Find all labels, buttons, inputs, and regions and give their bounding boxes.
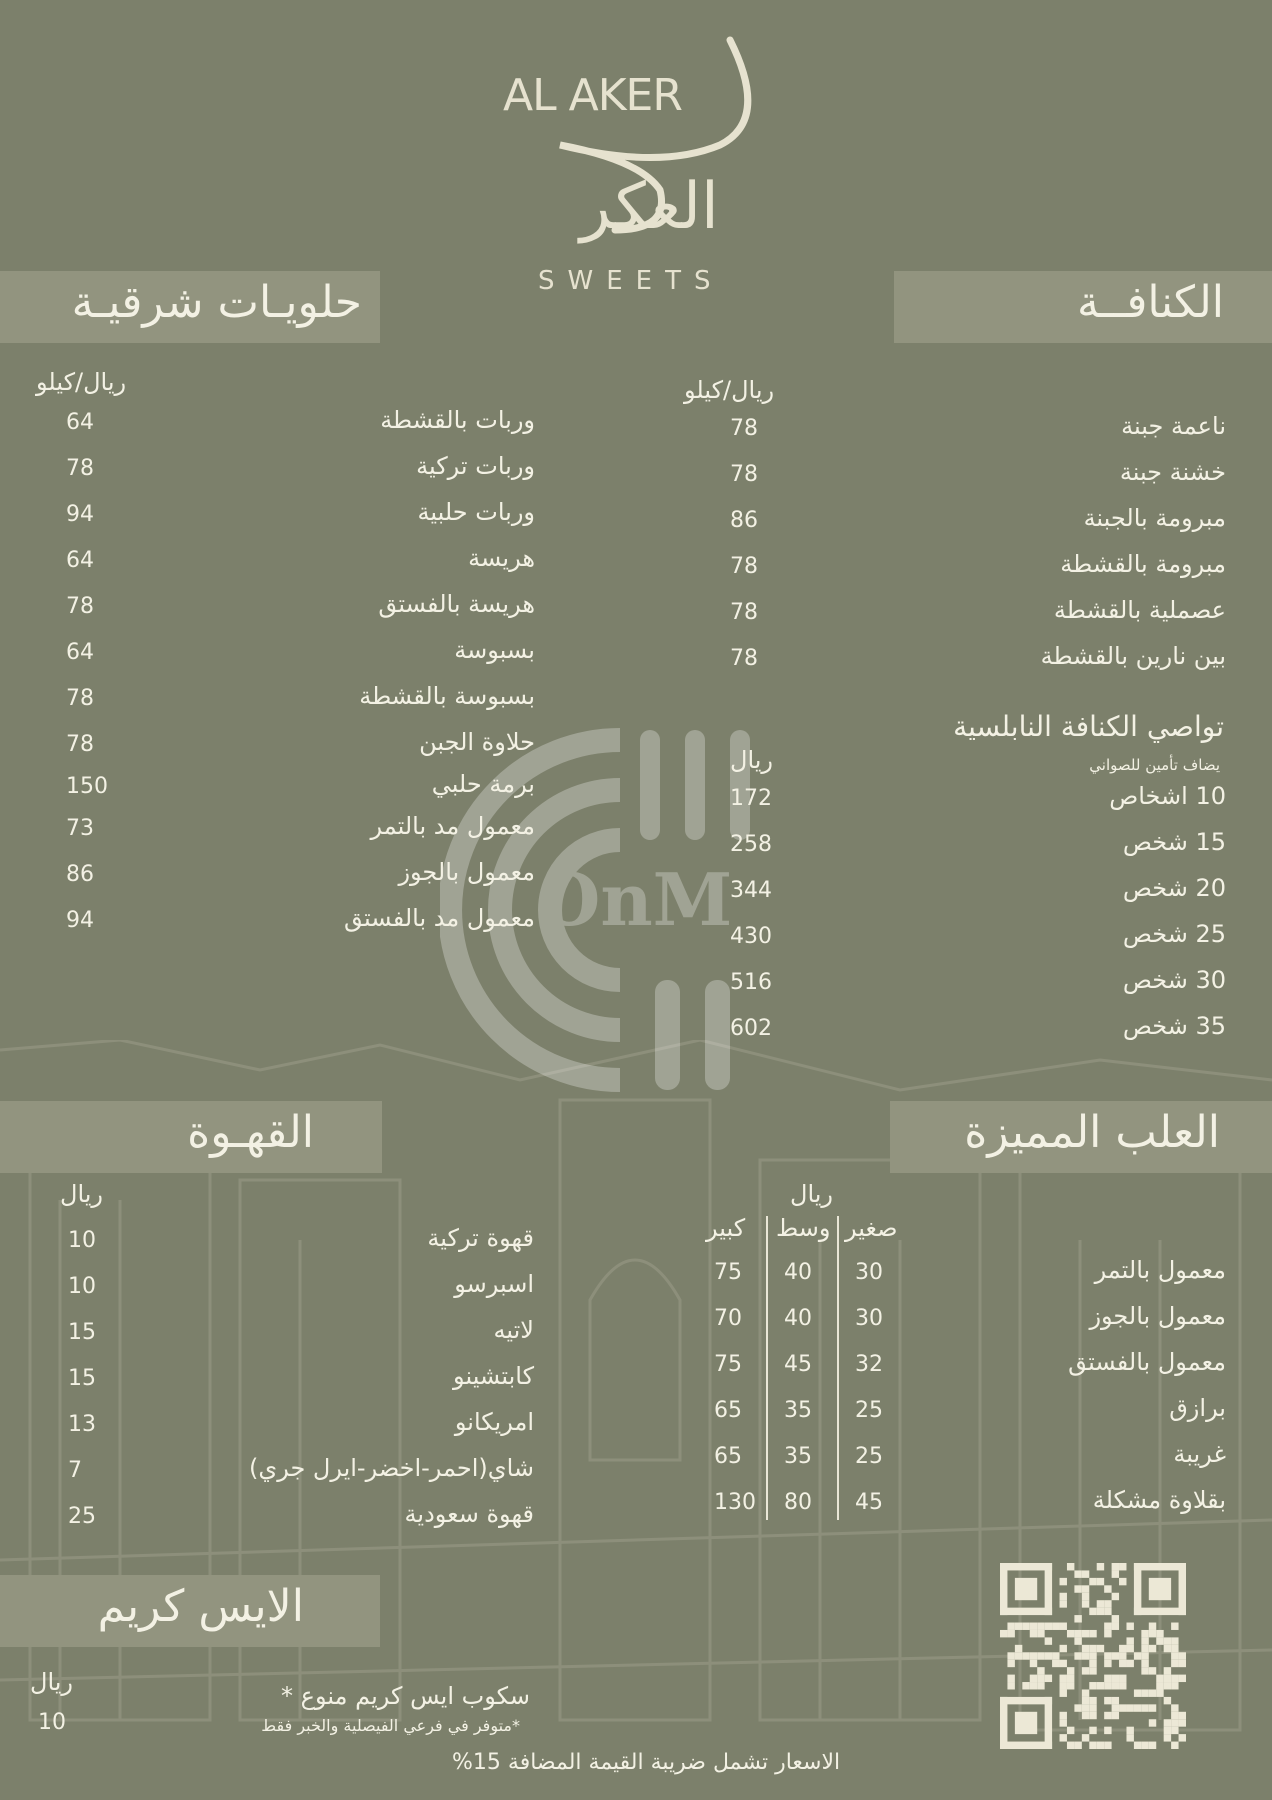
box-price-small: 25: [855, 1444, 883, 1469]
boxes-divider-2: [837, 1216, 839, 1520]
oriental-item-name: معمول بالجوز: [398, 858, 535, 886]
oriental-item-price: 94: [66, 908, 94, 933]
tray-item-name: 25 شخص: [1122, 920, 1226, 948]
oriental-item-price: 150: [66, 774, 108, 799]
oriental-item-name: وربات تركية: [416, 452, 535, 480]
box-price-small: 45: [855, 1490, 883, 1515]
box-price-medium: 40: [784, 1260, 812, 1285]
oriental-item-name: هريسة: [468, 544, 535, 572]
box-price-medium: 40: [784, 1306, 812, 1331]
box-price-small: 30: [855, 1260, 883, 1285]
vat-footer: الاسعار تشمل ضريبة القيمة المضافة 15%: [452, 1750, 841, 1775]
coffee-title: القهـوة: [187, 1107, 314, 1158]
box-price-large: 65: [714, 1398, 742, 1423]
kunafa-item-name: خشنة جبنة: [1119, 458, 1226, 486]
icecream-note: *متوفر في فرعي الفيصلية والخبر فقط: [261, 1716, 520, 1735]
oriental-item-name: وربات حلبية: [417, 498, 535, 526]
kunafa-item-price: 78: [730, 416, 758, 441]
oriental-item-price: 64: [66, 548, 94, 573]
kunafa-item-price: 78: [730, 554, 758, 579]
oriental-item-name: معمول مد بالتمر: [370, 812, 535, 840]
box-price-small: 32: [855, 1352, 883, 1377]
tray-item-price: 516: [730, 970, 772, 995]
oriental-title: حلويـات شرقيـة: [71, 277, 362, 328]
oriental-item-name: هريسة بالفستق: [378, 590, 535, 618]
size-medium-label: وسط: [776, 1214, 831, 1242]
tray-item-price: 258: [730, 832, 772, 857]
oriental-item-price: 78: [66, 686, 94, 711]
box-price-medium: 35: [784, 1398, 812, 1423]
tray-item-name: 30 شخص: [1122, 966, 1226, 994]
tray-item-name: 15 شخص: [1122, 828, 1226, 856]
trays-title: تواصي الكنافة النابلسية: [953, 710, 1224, 743]
oriental-item-price: 94: [66, 502, 94, 527]
size-small-label: صغير: [845, 1214, 898, 1242]
box-price-large: 75: [714, 1352, 742, 1377]
kunafa-item-price: 78: [730, 600, 758, 625]
oriental-item-name: بسبوسة بالقشطة: [359, 682, 535, 710]
icecream-unit: ريال: [30, 1668, 74, 1696]
coffee-item-name: امريكانو: [454, 1408, 534, 1436]
oriental-item-price: 78: [66, 732, 94, 757]
box-price-medium: 80: [784, 1490, 812, 1515]
oriental-header: [0, 271, 380, 343]
brand-arabic-name: العكر: [580, 170, 719, 244]
box-price-small: 30: [855, 1306, 883, 1331]
box-price-medium: 35: [784, 1444, 812, 1469]
icecream-item: سكوب ايس كريم منوع *: [281, 1682, 530, 1710]
coffee-item-price: 25: [68, 1504, 96, 1529]
oriental-item-price: 64: [66, 410, 94, 435]
tray-item-price: 172: [730, 786, 772, 811]
box-price-large: 70: [714, 1306, 742, 1331]
coffee-item-price: 13: [68, 1412, 96, 1437]
coffee-item-name: اسبرسو: [454, 1270, 534, 1298]
kunafa-item-price: 78: [730, 646, 758, 671]
size-large-label: كبير: [706, 1214, 746, 1242]
coffee-header: [0, 1101, 382, 1173]
coffee-item-name: كابتشينو: [453, 1362, 534, 1390]
brand-tagline: SWEETS: [538, 266, 724, 296]
box-item-name: بقلاوة مشكلة: [1092, 1486, 1226, 1514]
coffee-item-name: قهوة تركية: [427, 1224, 534, 1252]
boxes-title: العلب المميزة: [964, 1107, 1220, 1158]
coffee-unit: ريال: [60, 1180, 104, 1208]
kunafa-unit: ريال/كيلو: [684, 376, 775, 404]
tray-item-price: 430: [730, 924, 772, 949]
qr-code[interactable]: [1000, 1563, 1186, 1749]
kunafa-item-name: بين نارين بالقشطة: [1040, 642, 1226, 670]
coffee-item-price: 10: [68, 1274, 96, 1299]
box-item-name: معمول بالتمر: [1094, 1256, 1226, 1284]
coffee-item-name: قهوة سعودية: [404, 1500, 534, 1528]
coffee-item-name: لاتيه: [493, 1316, 534, 1344]
oriental-item-name: برمة حلبي: [431, 770, 535, 798]
oriental-item-name: وربات بالقشطة: [380, 406, 535, 434]
coffee-item-price: 7: [68, 1458, 82, 1483]
kunafa-item-price: 78: [730, 462, 758, 487]
brand-latin-name: AL AKER: [503, 70, 682, 121]
box-price-small: 25: [855, 1398, 883, 1423]
icecream-price: 10: [38, 1710, 66, 1735]
kunafa-title: الكنافــة: [1076, 277, 1224, 328]
oriental-item-price: 86: [66, 862, 94, 887]
boxes-divider-1: [766, 1216, 768, 1520]
tray-item-name: 20 شخص: [1122, 874, 1226, 902]
oriental-item-price: 64: [66, 640, 94, 665]
trays-unit: ريال: [730, 746, 774, 774]
box-price-large: 130: [714, 1490, 756, 1515]
kunafa-item-price: 86: [730, 508, 758, 533]
box-item-name: معمول بالفستق: [1068, 1348, 1226, 1376]
tray-item-name: 35 شخص: [1122, 1012, 1226, 1040]
boxes-header: [890, 1101, 1272, 1173]
tray-item-price: 602: [730, 1016, 772, 1041]
kunafa-header: [894, 271, 1272, 343]
tray-item-price: 344: [730, 878, 772, 903]
oriental-unit: ريال/كيلو: [36, 368, 127, 396]
oriental-item-price: 78: [66, 456, 94, 481]
trays-note: يضاف تأمين للصواني: [1089, 756, 1220, 774]
box-item-name: معمول بالجوز: [1089, 1302, 1226, 1330]
kunafa-item-name: مبرومة بالجبنة: [1083, 504, 1226, 532]
coffee-item-price: 10: [68, 1228, 96, 1253]
oriental-item-price: 73: [66, 816, 94, 841]
oriental-item-name: بسبوسة: [454, 636, 535, 664]
icecream-header: [0, 1575, 380, 1647]
kunafa-item-name: ناعمة جبنة: [1121, 412, 1226, 440]
oriental-item-name: حلاوة الجبن: [419, 728, 535, 756]
coffee-item-price: 15: [68, 1366, 96, 1391]
box-price-large: 65: [714, 1444, 742, 1469]
box-price-medium: 45: [784, 1352, 812, 1377]
coffee-item-name: شاي(احمر-اخضر-ايرل جري): [249, 1454, 534, 1482]
brand-logo: [480, 30, 780, 300]
box-item-name: غريبة: [1173, 1440, 1226, 1468]
icecream-title: الايس كريم: [97, 1581, 304, 1632]
box-price-large: 75: [714, 1260, 742, 1285]
kunafa-item-name: مبرومة بالقشطة: [1060, 550, 1226, 578]
kunafa-item-name: عصملية بالقشطة: [1053, 596, 1226, 624]
oriental-item-name: معمول مد بالفستق: [344, 904, 535, 932]
box-item-name: برازق: [1169, 1394, 1226, 1422]
boxes-unit: ريال: [790, 1180, 834, 1208]
oriental-item-price: 78: [66, 594, 94, 619]
tray-item-name: 10 اشخاص: [1109, 782, 1226, 810]
watermark-text: OnM: [537, 857, 733, 942]
coffee-item-price: 15: [68, 1320, 96, 1345]
